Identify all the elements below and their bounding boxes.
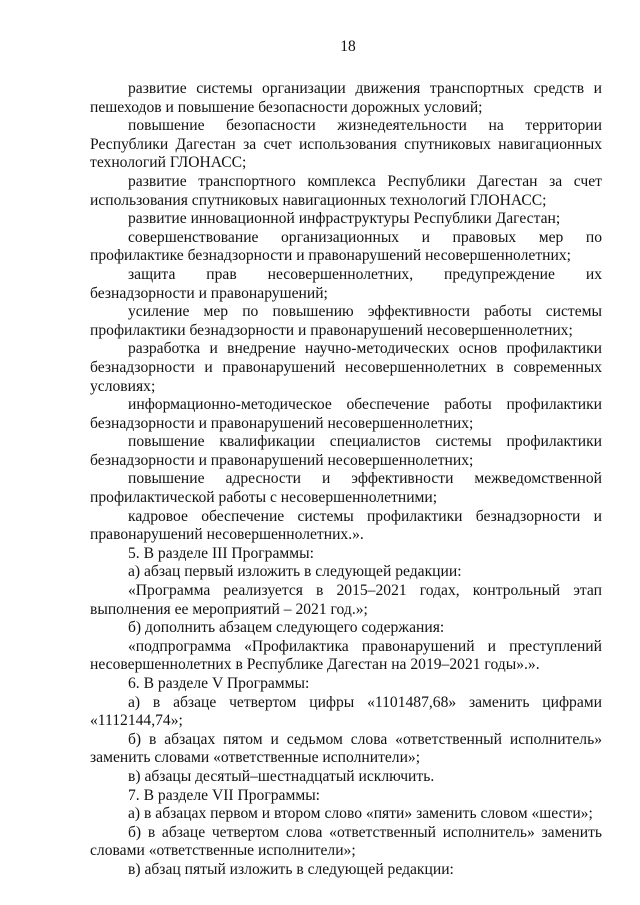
paragraph: 5. В разделе III Программы: [128,544,314,562]
document-body [90,80,602,880]
paragraph: кадровое обеспечение системы профилактики безнадзорности и правонарушений несовершеннолетних.». [90,507,602,544]
paragraph: в) абзацы десятый–шестнадцатый исключить. [128,767,435,785]
paragraph: разработка и внедрение научно-методических основ профилактики безнадзорности и правонарушений несовершеннолетних в современных условиях; [90,340,602,395]
paragraph: б) в абзаце четвертом слова «ответственный исполнитель» заменить словами «ответственные исполнители»; [90,823,602,860]
paragraph: усиление мер по повышению эффективности работы системы профилактики безнадзорности и правонарушений несовершеннолетних; [90,303,602,339]
paragraph: 7. В разделе VII Программы: [128,786,321,804]
paragraph: «подпрограмма «Профилактика правонарушений и преступлений несовершеннолетних в Республике Дагестан на 2019–2021 годы».». [90,637,602,674]
paragraph: б) в абзацах пятом и седьмом слова «ответственный исполнитель» заменить словами «ответственные исполнители»; [90,730,602,767]
paragraph: повышение адресности и эффективности межведомственной профилактической работы с несовершеннолетними; [90,470,602,507]
paragraph: повышение квалификации специалистов системы профилактики безнадзорности и правонарушений несовершеннолетних; [90,433,602,469]
paragraph: информационно-методическое обеспечение работы профилактики безнадзорности и правонарушений несовершеннолетних; [90,396,602,432]
paragraph: 6. В разделе V Программы: [128,675,310,692]
paragraph: а) в абзаце четвертом цифры «1101487,68» заменить цифрами «1112144,74»; [90,693,602,730]
paragraph: совершенствование организационных и правовых мер по профилактике безнадзорности и правонарушений несовершеннолетних; [90,228,602,265]
page-number: 18 [340,38,356,55]
paragraph: развитие инновационной инфраструктуры Республики Дагестан; [128,210,561,228]
paragraph: а) абзац первый изложить в следующей редакции: [128,563,462,581]
paragraph: повышение безопасности жизнедеятельности на территории Республики Дагестан за счет использования спутниковых навигационных технологий ГЛОНАСС; [90,117,602,172]
paragraph: в) абзац пятый изложить в следующей редакции: [128,860,454,878]
paragraph: развитие транспортного комплекса Республики Дагестан за счет использования спутниковых навигационных технологий ГЛОНАСС; [90,172,602,209]
paragraph: защита прав несовершеннолетних, предупреждение их безнадзорности и правонарушений; [90,265,602,302]
paragraph: «Программа реализуется в 2015–2021 годах, контрольный этап выполнения ее мероприятий – 2021 год.»; [90,582,602,618]
paragraph: развитие системы организации движения транспортных средств и пешеходов и повышение безопасности дорожных условий; [90,80,602,116]
paragraph: б) дополнить абзацем следующего содержания: [128,619,445,637]
paragraph: а) в абзацах первом и втором слово «пяти» заменить словом «шести»; [128,805,593,823]
